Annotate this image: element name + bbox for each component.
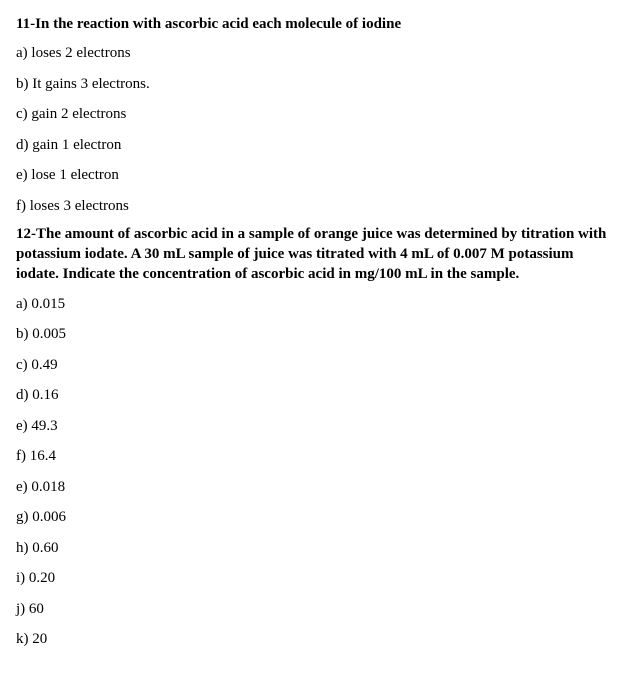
answer-option: j) 60 bbox=[16, 600, 44, 617]
question-11-options bbox=[16, 43, 616, 216]
answer-option: e) lose 1 electron bbox=[16, 167, 119, 183]
answer-option: a) loses 2 electrons bbox=[16, 45, 131, 61]
question-12 bbox=[16, 224, 616, 650]
answer-option: g) 0.006 bbox=[16, 509, 66, 525]
answer-option: e) 49.3 bbox=[16, 417, 58, 434]
answer-option: h) 0.60 bbox=[16, 539, 59, 556]
answer-option: c) gain 2 electrons bbox=[16, 106, 127, 122]
answer-option: c) 0.49 bbox=[16, 356, 58, 373]
answer-option: a) 0.015 bbox=[16, 295, 66, 312]
answer-option: d) 0.16 bbox=[16, 387, 59, 403]
answer-option: f) 16.4 bbox=[16, 448, 56, 464]
answer-option: b) 0.005 bbox=[16, 326, 66, 342]
quiz-document bbox=[16, 14, 616, 649]
answer-option: i) 0.20 bbox=[16, 570, 56, 586]
question-11 bbox=[16, 14, 616, 216]
question-11-text: 11-In the reaction with ascorbic acid each molecule of iodine bbox=[16, 16, 402, 32]
answer-option: d) gain 1 electron bbox=[16, 136, 122, 153]
answer-option: b) It gains 3 electrons. bbox=[16, 75, 150, 92]
answer-option: f) loses 3 electrons bbox=[16, 197, 129, 214]
question-12-text: 12-The amount of ascorbic acid in a sample of orange juice was determined by titration with potassium iodate. A 30 mL sample of juice was titrated with 4 mL of 0.007 M potassium iodate. Indicate the concentration of ascorbic acid in mg/100 mL in the sample. bbox=[16, 225, 607, 282]
answer-option: e) 0.018 bbox=[16, 478, 66, 495]
answer-option: k) 20 bbox=[16, 631, 48, 647]
question-12-options bbox=[16, 294, 616, 650]
